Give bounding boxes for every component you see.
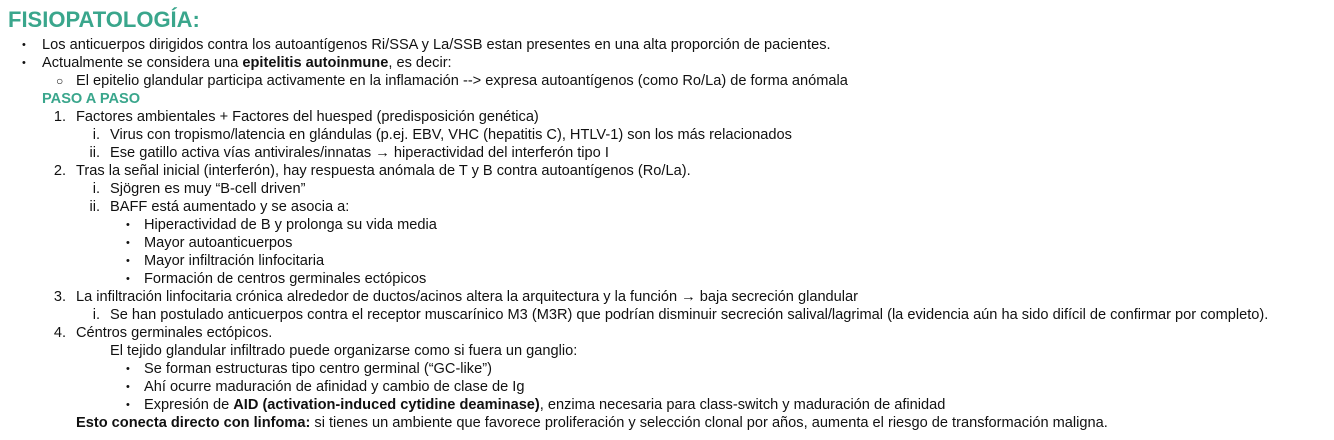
bullet-marker: • <box>22 39 26 51</box>
step-4-subtext: El tejido glandular infiltrado puede organizarse como si fuera un ganglio: <box>110 343 578 359</box>
intro-bullet-2 <box>42 54 452 72</box>
list-item <box>144 396 945 414</box>
bullet-marker: • <box>126 381 130 393</box>
conclusion-text: si tienes un ambiente que favorece proliferación y selección clonal por años, aumenta el riesgo de transformación maligna. <box>310 415 1108 431</box>
bullet-marker: • <box>126 399 130 411</box>
intro-bullet-2-bold: epitelitis autoinmune <box>242 55 389 71</box>
step-3-i-text: Se han postulado anticuerpos contra el receptor muscarínico M3 (M3R) que podrían disminuir secreción salival/lagrimal (la evidencia aún ha sido difícil de confirmar por completo). <box>110 307 1269 323</box>
intro-bullet-1: Los anticuerpos dirigidos contra los autoantígenos Ri/SSA y La/SSB estan presentes en una alta proporción de pacientes. <box>42 37 831 53</box>
roman-numeral: i. <box>92 181 100 197</box>
bullet-marker: • <box>126 273 130 285</box>
step-1-i-text: Virus con tropismo/latencia en glándulas (p.ej. EBV, VHC (hepatitis C), HTLV-1) son los más relacionados <box>110 127 792 143</box>
intro-bullet-2-pre: Actualmente se considera una <box>42 55 243 71</box>
aid-bold: AID (activation-induced cytidine deaminase) <box>233 397 540 413</box>
conclusion-bold: Esto conecta directo con linfoma: <box>76 415 311 431</box>
intro-sub-bullet: El epitelio glandular participa activamente en la inflamación --> expresa autoantígenos (como Ro/La) de forma anómala <box>76 73 848 89</box>
step-2-i-text: Sjögren es muy “B-cell driven” <box>110 181 306 197</box>
step-number: 3. <box>53 289 66 305</box>
roman-numeral: ii. <box>89 199 100 215</box>
bullet-marker: • <box>126 363 130 375</box>
step-2-ii-text: BAFF está aumentado y se asocia a: <box>110 199 350 215</box>
aid-post: , enzima necesaria para class-switch y maduración de afinidad <box>539 397 946 413</box>
step-number: 4. <box>53 325 66 341</box>
bullet-marker: • <box>126 255 130 267</box>
bullet-marker: • <box>126 219 130 231</box>
bullet-marker: • <box>22 57 26 69</box>
aid-pre: Expresión de <box>144 397 234 413</box>
roman-numeral: i. <box>92 307 100 323</box>
roman-numeral: i. <box>92 127 100 143</box>
list-item: Ahí ocurre maduración de afinidad y cambio de clase de Ig <box>144 379 525 395</box>
step-1-text: Factores ambientales + Factores del huesped (predisposición genética) <box>76 109 539 125</box>
list-item: Se forman estructuras tipo centro germinal (“GC-like”) <box>144 361 492 377</box>
step-3-text: La infiltración linfocitaria crónica alrededor de ductos/acinos altera la arquitectura y la función → baja secreción glandular <box>76 289 859 305</box>
list-item: Mayor autoanticuerpos <box>144 235 293 251</box>
section-heading: PASO A PASO <box>42 91 141 107</box>
step-4-text: Céntros germinales ectópicos. <box>76 325 273 341</box>
bullet-marker: • <box>126 237 130 249</box>
list-item: Mayor infiltración linfocitaria <box>144 253 325 269</box>
step-2-text: Tras la señal inicial (interferón), hay respuesta anómala de T y B contra autoantígenos (Ro/La). <box>76 163 691 179</box>
page-title: FISIOPATOLOGÍA: <box>8 7 200 32</box>
roman-numeral: ii. <box>89 145 100 161</box>
step-number: 2. <box>53 163 66 179</box>
list-item: Hiperactividad de B y prolonga su vida media <box>144 217 437 233</box>
step-1-ii-text: Ese gatillo activa vías antivirales/innatas → hiperactividad del interferón tipo I <box>110 145 609 161</box>
conclusion <box>76 414 1108 432</box>
circle-marker: ○ <box>56 74 64 88</box>
list-item: Formación de centros germinales ectópicos <box>144 271 427 287</box>
intro-bullet-2-post: , es decir: <box>388 55 452 71</box>
step-number: 1. <box>53 109 66 125</box>
